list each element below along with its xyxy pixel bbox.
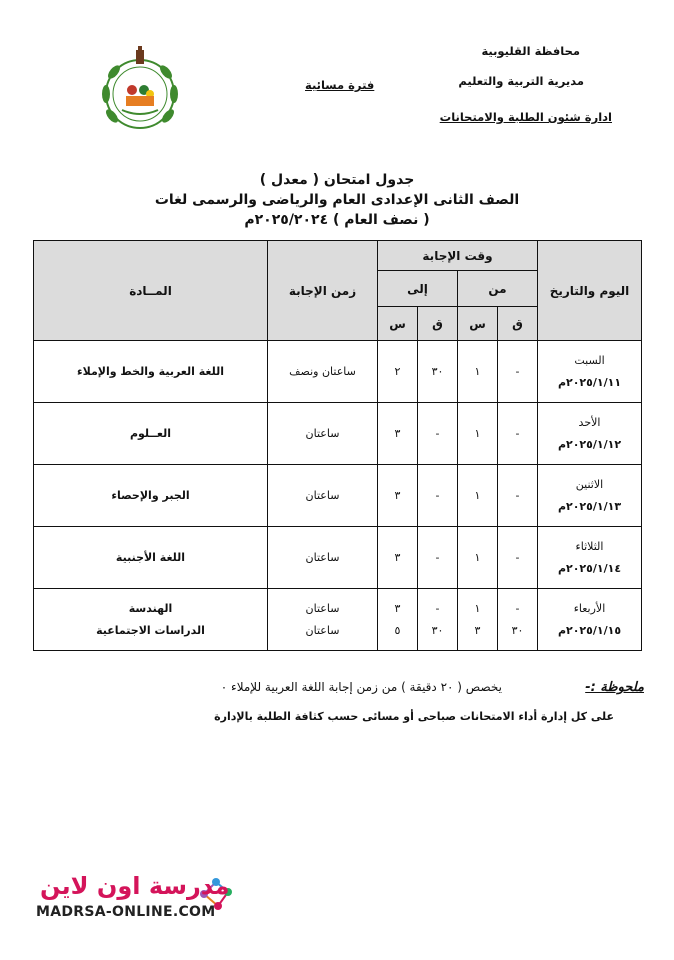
subject-cell (34, 403, 268, 465)
subject-name: الهندسة (128, 601, 173, 615)
watermark-english: MADRSA-ONLINE.COM (36, 904, 216, 920)
from-minute-value: - (515, 601, 520, 615)
duration-cell (268, 589, 378, 651)
subject-cell (34, 465, 268, 527)
table-row (34, 589, 642, 651)
to-minute-cell (418, 589, 458, 651)
day-label: الأربعاء (573, 601, 606, 615)
duration-value: ساعتان (305, 601, 340, 615)
to-hour-value: ٣ (394, 426, 401, 440)
governorate-label: محافظة القليوبية (481, 44, 580, 58)
from-minute-cell (498, 589, 538, 651)
header-duration: زمن الإجابة (268, 241, 378, 341)
table-row (34, 403, 642, 465)
header-from-hour: س (458, 307, 498, 341)
to-minute-cell (418, 403, 458, 465)
duration-cell (268, 465, 378, 527)
to-hour-cell (378, 589, 418, 651)
subject-name: اللغة العربية والخط والإملاء (76, 364, 225, 378)
subject-name: العــلوم (129, 426, 172, 440)
department-label: ادارة شئون الطلبة والامتحانات (439, 110, 612, 124)
date-label: ٢٠٢٥/١/١٥م (557, 623, 622, 637)
watermark-arabic: مدرسة اون لاين (40, 872, 230, 900)
from-minute-cell (498, 527, 538, 589)
from-hour-cell (458, 403, 498, 465)
day-date-cell (538, 403, 642, 465)
day-date-cell (538, 589, 642, 651)
to-minute-cell (418, 527, 458, 589)
from-hour-cell (458, 465, 498, 527)
to-hour-cell (378, 527, 418, 589)
table-row (34, 465, 642, 527)
to-hour-value: ٥ (394, 623, 401, 637)
day-date-cell (538, 341, 642, 403)
exam-schedule-table (33, 240, 642, 651)
date-label: ٢٠٢٥/١/١٢م (557, 437, 622, 451)
from-minute-value: - (515, 488, 520, 502)
from-hour-value: ١ (474, 364, 481, 378)
header-subject: المــادة (34, 241, 268, 341)
table-row (34, 341, 642, 403)
subject-name: اللغة الأجنبية (115, 550, 186, 564)
date-label: ٢٠٢٥/١/١٤م (557, 561, 622, 575)
subject-name: الدراسات الاجتماعية (96, 623, 205, 637)
from-hour-value: ١ (474, 601, 481, 615)
to-minute-value: ٣٠ (431, 364, 444, 378)
to-minute-value: - (435, 601, 440, 615)
duration-cell (268, 341, 378, 403)
period-label: فترة مسائية (305, 78, 375, 92)
schedule-title: جدول امتحان ( معدل ) (259, 172, 415, 188)
note-line-1: يخصص ( ٢٠ دقيقة ) من زمن إجابة اللغة العربية للإملاء ٠ (220, 680, 502, 694)
day-label: السبت (574, 353, 605, 367)
subject-cell (34, 341, 268, 403)
to-minute-value: - (435, 488, 440, 502)
from-hour-value: ١ (474, 426, 481, 440)
to-hour-value: ٢ (394, 364, 401, 378)
day-label: الأحد (578, 415, 601, 429)
day-date-cell (538, 465, 642, 527)
subject-cell (34, 589, 268, 651)
header-answer-time: وقت الإجابة (378, 241, 538, 271)
from-minute-value: ٣٠ (511, 623, 524, 637)
to-minute-value: ٣٠ (431, 623, 444, 637)
directorate-logo (92, 44, 188, 140)
grade-title: الصف الثانى الإعدادى العام والرياضى والرسمى لغات (154, 192, 520, 208)
day-date-cell (538, 527, 642, 589)
day-label: الثلاثاء (575, 539, 604, 553)
term-title: ( نصف العام ) ٢٠٢٥/٢٠٢٤م (244, 212, 430, 228)
duration-value: ساعتان (305, 488, 340, 502)
to-hour-value: ٣ (394, 601, 401, 615)
to-hour-value: ٣ (394, 488, 401, 502)
duration-cell (268, 403, 378, 465)
duration-cell (268, 527, 378, 589)
to-minute-value: - (435, 426, 440, 440)
to-hour-value: ٣ (394, 550, 401, 564)
from-minute-value: - (515, 364, 520, 378)
to-minute-cell (418, 465, 458, 527)
note-line-2: على كل إدارة أداء الامتحانات صباحى أو مسائى حسب كثافة الطلبة بالإدارة (214, 710, 614, 723)
duration-value: ساعتان (305, 623, 340, 637)
header-to-minute: ق (418, 307, 458, 341)
duration-value: ساعتان ونصف (289, 364, 356, 378)
date-label: ٢٠٢٥/١/١٣م (557, 499, 622, 513)
day-label: الاثنين (575, 477, 604, 491)
duration-value: ساعتان (305, 550, 340, 564)
header-to-hour: س (378, 307, 418, 341)
from-minute-cell (498, 465, 538, 527)
subject-name: الجبر والإحصاء (111, 488, 190, 502)
from-minute-cell (498, 403, 538, 465)
header-to: إلى (378, 271, 458, 307)
header-from-minute: ق (498, 307, 538, 341)
to-hour-cell (378, 403, 418, 465)
to-hour-cell (378, 465, 418, 527)
logo-emblem-icon (92, 44, 188, 140)
from-hour-cell (458, 589, 498, 651)
duration-value: ساعتان (305, 426, 340, 440)
directorate-label: مديرية التربية والتعليم (458, 74, 584, 88)
header-from: من (458, 271, 538, 307)
from-hour-cell (458, 341, 498, 403)
date-label: ٢٠٢٥/١/١١م (557, 375, 622, 389)
from-minute-cell (498, 341, 538, 403)
to-minute-cell (418, 341, 458, 403)
subject-cell (34, 527, 268, 589)
header-day-date: اليوم والتاريخ (538, 241, 642, 341)
from-hour-value: ١ (474, 488, 481, 502)
table-row (34, 527, 642, 589)
to-hour-cell (378, 341, 418, 403)
from-minute-value: - (515, 426, 520, 440)
note-label: ملحوظة :- (585, 680, 644, 695)
from-hour-value: ٣ (474, 623, 481, 637)
from-minute-value: - (515, 550, 520, 564)
from-hour-cell (458, 527, 498, 589)
to-minute-value: - (435, 550, 440, 564)
from-hour-value: ١ (474, 550, 481, 564)
